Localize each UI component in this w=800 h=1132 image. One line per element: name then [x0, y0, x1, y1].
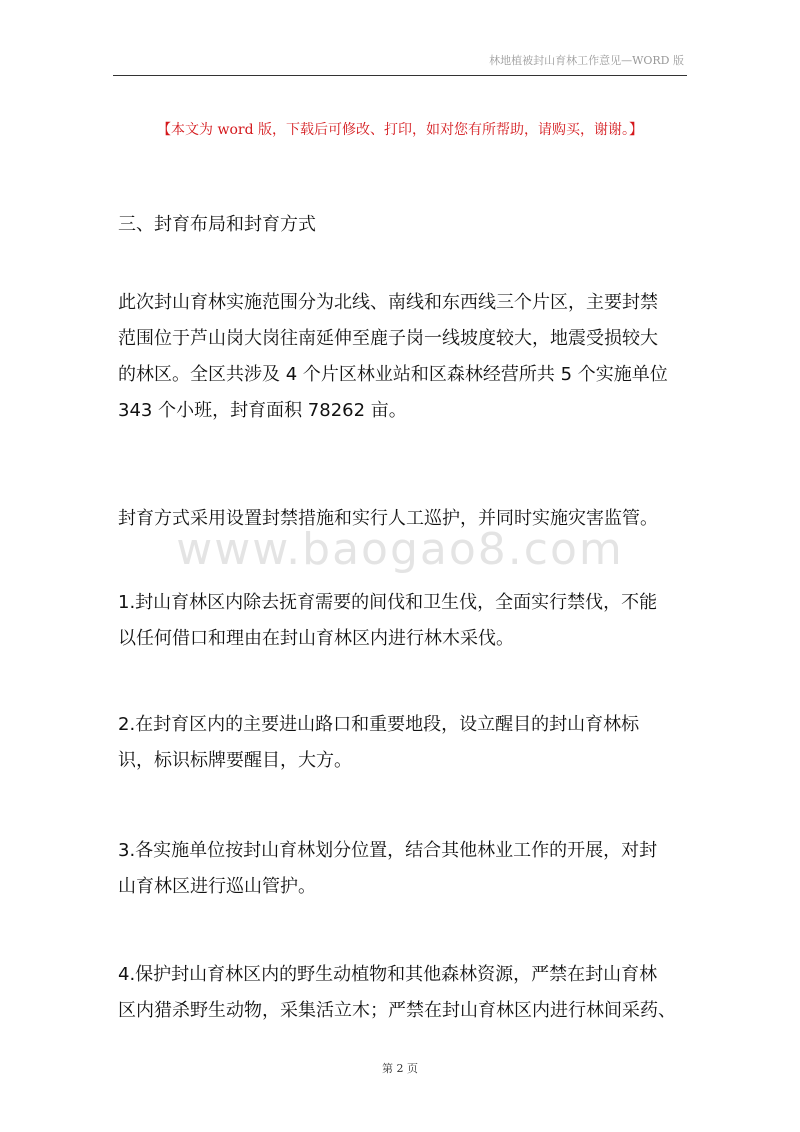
paragraph-item-4: [118, 957, 688, 1029]
paragraph-item-3: [118, 833, 688, 905]
paragraph-scope: [118, 285, 688, 429]
paragraph-line: 识，标识标牌要醒目，大方。: [118, 750, 352, 771]
paragraph-item-1: [118, 585, 688, 657]
paragraph-line: 范围位于芦山岗大岗往南延伸至鹿子岗一线坡度较大，地震受损较大: [118, 328, 658, 349]
page-header-title: 林地植被封山育林工作意见—WORD 版: [489, 54, 684, 67]
header-divider: [113, 75, 687, 76]
paragraph-line: 山育林区进行巡山管护。: [118, 876, 316, 897]
purchase-notice: 【本文为 word 版，下载后可修改、打印，如对您有所帮助，请购买，谢谢。】: [157, 122, 643, 138]
paragraph-line: 4.保护封山育林区内的野生动植物和其他森林资源，严禁在封山育林: [118, 964, 658, 985]
paragraph-line: 1.封山育林区内除去抚育需要的间伐和卫生伐，全面实行禁伐，不能: [118, 592, 658, 613]
paragraph-line: 3.各实施单位按封山育林划分位置，结合其他林业工作的开展，对封: [118, 840, 658, 861]
paragraph-item-2: [118, 707, 688, 779]
paragraph-line: 的林区。全区共涉及 4 个片区林业站和区森林经营所共 5 个实施单位: [118, 364, 668, 385]
paragraph-line: 343 个小班，封育面积 78262 亩。: [118, 400, 407, 421]
page-number: 第 2 页: [382, 1062, 418, 1075]
paragraph-line: 此次封山育林实施范围分为北线、南线和东西线三个片区，主要封禁: [118, 292, 658, 313]
paragraph-line: 封育方式采用设置封禁措施和实行人工巡护，并同时实施灾害监管。: [118, 508, 658, 529]
section-heading: 三、封育布局和封育方式: [118, 214, 316, 235]
paragraph-line: 区内猎杀野生动物，采集活立木；严禁在封山育林区内进行林间采药、: [118, 1000, 676, 1021]
paragraph-line: 2.在封育区内的主要进山路口和重要地段，设立醒目的封山育林标: [118, 714, 640, 735]
watermark: www.baogao8.com: [176, 524, 624, 575]
paragraph-line: 以任何借口和理由在封山育林区内进行林木采伐。: [118, 628, 514, 649]
